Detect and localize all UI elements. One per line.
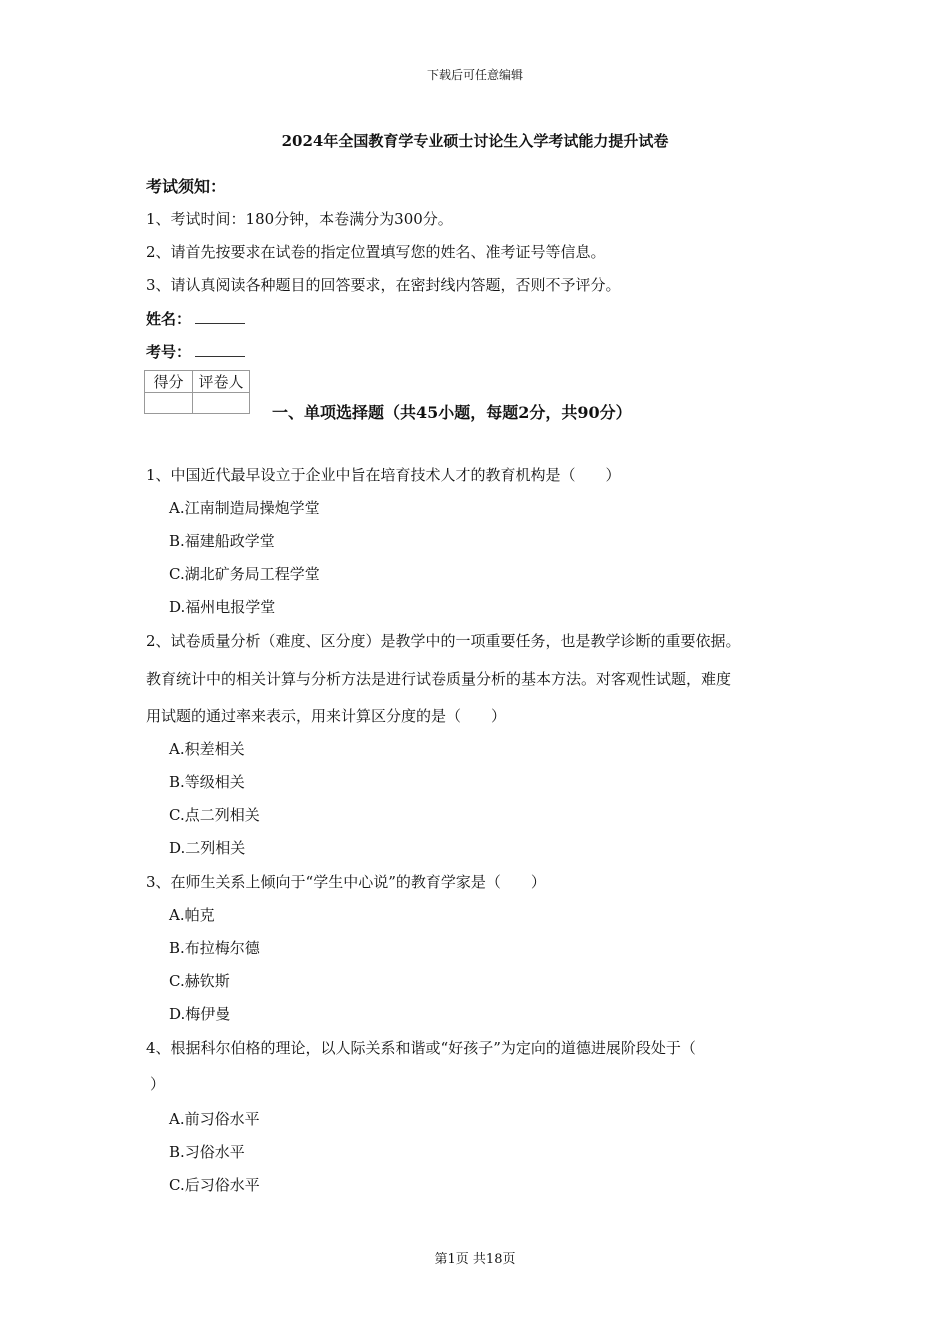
score-cell[interactable] [145, 393, 193, 414]
question-1-option-d: D.福州电报学堂 [169, 598, 276, 616]
score-header: 得分 [145, 371, 193, 393]
question-3-option-b: B.布拉梅尔德 [169, 939, 260, 957]
question-4-option-b: B.习俗水平 [169, 1143, 245, 1161]
exam-id-blank[interactable] [195, 342, 245, 357]
name-blank[interactable] [195, 309, 245, 324]
name-label: 姓名： [146, 310, 192, 328]
grader-cell[interactable] [193, 393, 250, 414]
question-3-text: 3、在师生关系上倾向于“学生中心说”的教育学家是（ ） [146, 873, 546, 891]
notice-item-3: 3、请认真阅读各种题目的回答要求，在密封线内答题，否则不予评分。 [146, 276, 621, 294]
question-3-option-c: C.赫钦斯 [169, 972, 230, 990]
exam-id-label: 考号： [146, 343, 192, 361]
notice-item-1: 1、考试时间：180分钟，本卷满分为300分。 [146, 210, 453, 228]
question-2-option-c: C.点二列相关 [169, 806, 260, 824]
exam-title: 2024年全国教育学专业硕士讨论生入学考试能力提升试卷 [281, 132, 669, 150]
question-2-text-line-3: 用试题的通过率来表示，用来计算区分度的是（ ） [146, 707, 507, 725]
page-number: 第1页 共18页 [434, 1252, 516, 1267]
question-3-option-d: D.梅伊曼 [169, 1005, 231, 1023]
question-4-text-line-1: 4、根据科尔伯格的理论，以人际关系和谐或“好孩子”为定向的道德进展阶段处于（ [146, 1039, 696, 1057]
notice-item-2: 2、请首先按要求在试卷的指定位置填写您的姓名、准考证号等信息。 [146, 243, 606, 261]
grader-header: 评卷人 [193, 371, 250, 393]
score-table [144, 370, 250, 414]
question-2-option-a: A.积差相关 [169, 740, 245, 758]
exam-id-field[interactable] [146, 341, 245, 362]
question-1-option-c: C.湖北矿务局工程学堂 [169, 565, 320, 583]
question-4-text-line-2: ） [150, 1075, 166, 1093]
name-field[interactable] [146, 308, 245, 329]
question-2-text-line-2: 教育统计中的相关计算与分析方法是进行试卷质量分析的基本方法。对客观性试题，难度 [146, 670, 732, 688]
question-3-option-a: A.帕克 [169, 906, 215, 924]
question-4-option-c: C.后习俗水平 [169, 1176, 260, 1194]
question-1-text: 1、中国近代最早设立于企业中旨在培育技术人才的教育机构是（ ） [146, 466, 621, 484]
question-4-option-a: A.前习俗水平 [169, 1110, 260, 1128]
question-2-option-b: B.等级相关 [169, 773, 245, 791]
page-header: 下载后可任意编辑 [426, 68, 523, 82]
question-1-option-a: A.江南制造局操炮学堂 [169, 499, 320, 517]
question-2-text-line-1: 2、试卷质量分析（难度、区分度）是教学中的一项重要任务，也是教学诊断的重要依据。 [146, 632, 741, 650]
question-2-option-d: D.二列相关 [169, 839, 246, 857]
notice-heading: 考试须知： [146, 177, 227, 196]
question-1-option-b: B.福建船政学堂 [169, 532, 275, 550]
section-title: 一、单项选择题（共45小题，每题2分，共90分） [272, 403, 632, 422]
